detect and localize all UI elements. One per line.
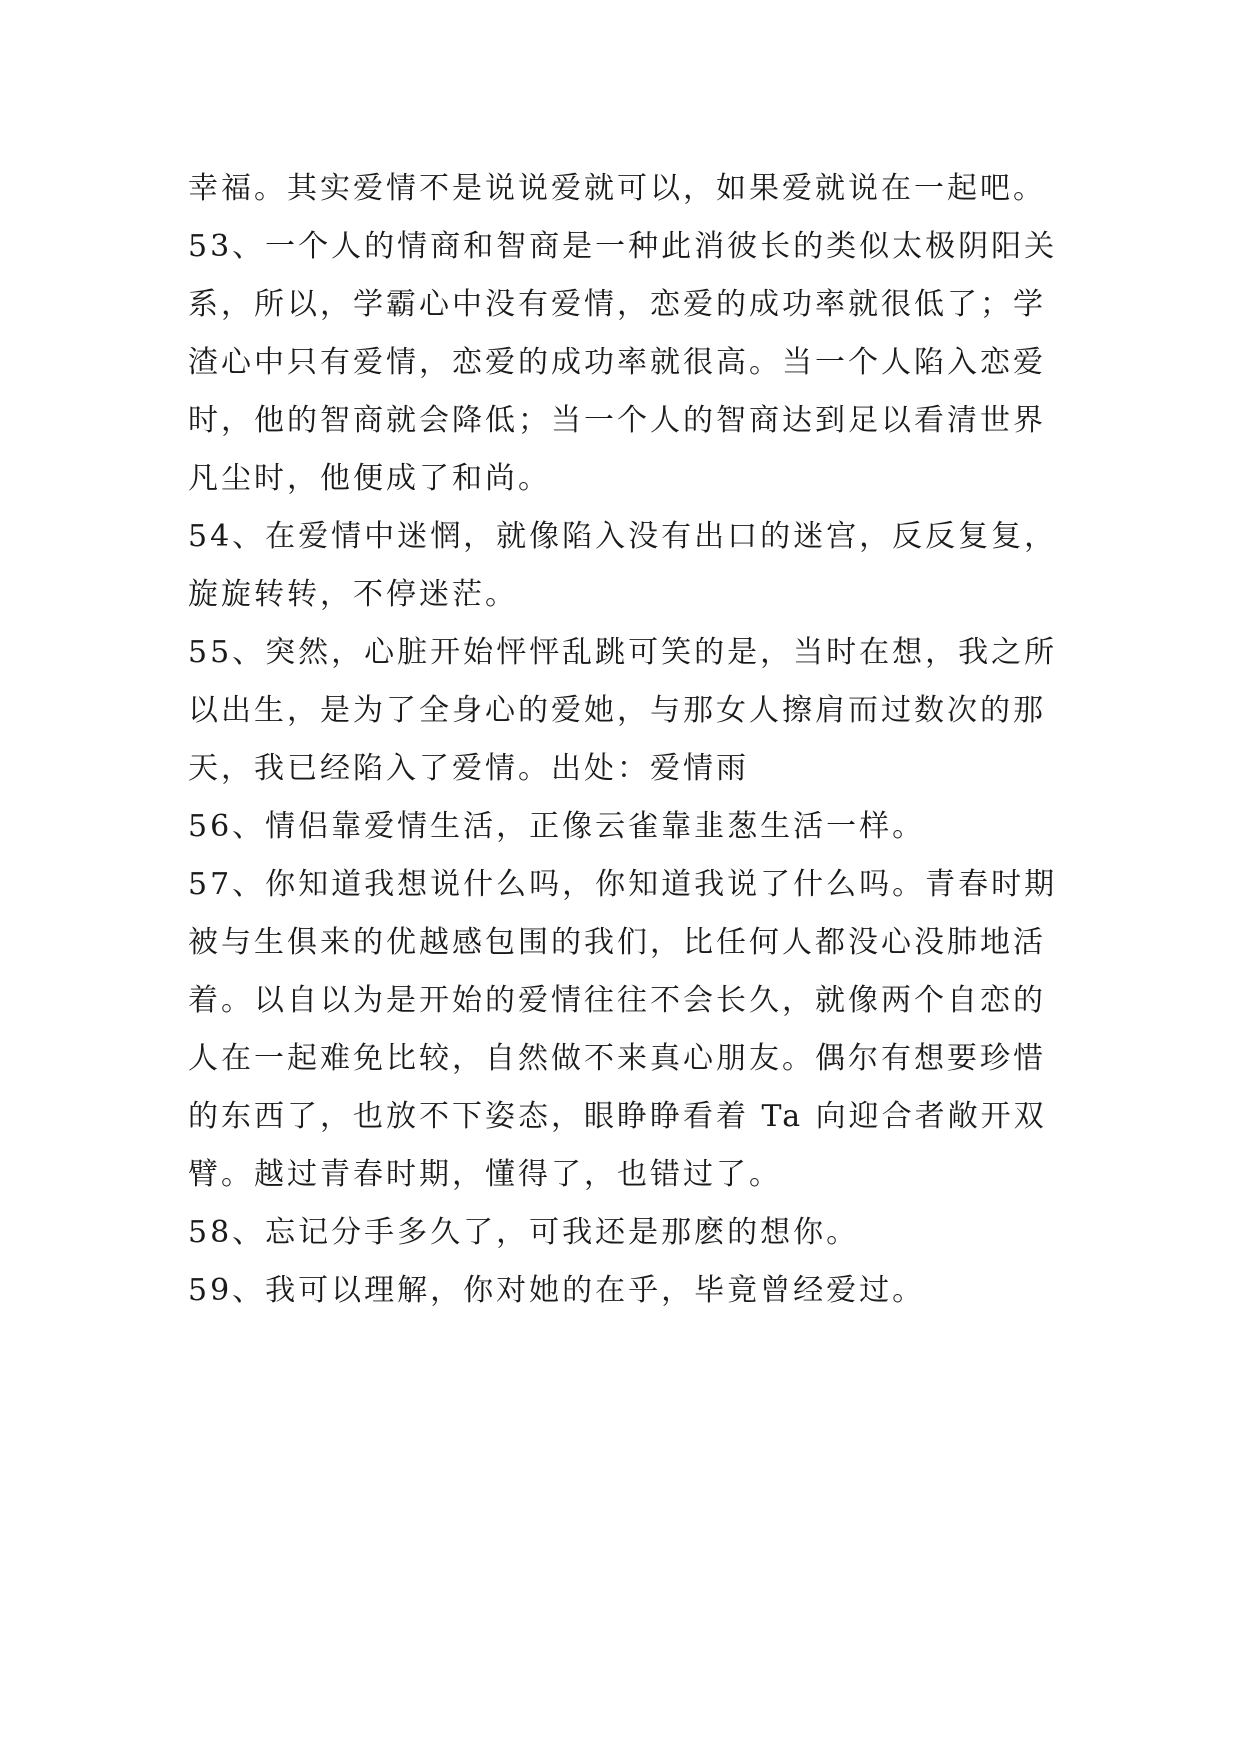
text-line: 59、我可以理解，你对她的在乎，毕竟曾经爱过。 <box>188 1273 926 1308</box>
text-line: 54、在爱情中迷惘，就像陷入没有出口的迷宫，反反复复， <box>188 519 1058 554</box>
text-line: 时，他的智商就会降低；当一个人的智商达到足以看清世界 <box>188 403 1046 438</box>
text-line: 57、你知道我想说什么吗，你知道我说了什么吗。青春时期 <box>188 867 1058 902</box>
text-line: 系，所以，学霸心中没有爱情，恋爱的成功率就很低了；学 <box>188 287 1046 322</box>
text-line: 以出生，是为了全身心的爱她，与那女人擦肩而过数次的那 <box>188 693 1046 728</box>
text-line: 着。以自以为是开始的爱情往往不会长久，就像两个自恋的 <box>188 983 1046 1018</box>
text-line: 人在一起难免比较，自然做不来真心朋友。偶尔有想要珍惜 <box>188 1041 1046 1076</box>
text-line: 旋旋转转，不停迷茫。 <box>188 577 518 612</box>
text-line: 53、一个人的情商和智商是一种此消彼长的类似太极阴阳关 <box>188 229 1058 264</box>
text-line: 58、忘记分手多久了，可我还是那麽的想你。 <box>188 1215 860 1250</box>
text-line: 的东西了，也放不下姿态，眼睁睁看着 Ta 向迎合者敞开双 <box>188 1099 1047 1134</box>
text-line: 56、情侣靠爱情生活，正像云雀靠韭葱生活一样。 <box>188 809 926 844</box>
text-line: 被与生俱来的优越感包围的我们，比任何人都没心没肺地活 <box>188 925 1046 960</box>
text-line: 55、突然，心脏开始怦怦乱跳可笑的是，当时在想，我之所 <box>188 635 1058 670</box>
document-body <box>188 160 1068 1320</box>
text-line: 渣心中只有爱情，恋爱的成功率就很高。当一个人陷入恋爱 <box>188 345 1046 380</box>
text-line: 臂。越过青春时期，懂得了，也错过了。 <box>188 1157 782 1192</box>
text-line: 凡尘时，他便成了和尚。 <box>188 461 551 496</box>
text-line: 幸福。其实爱情不是说说爱就可以，如果爱就说在一起吧。 <box>188 171 1046 206</box>
text-line: 天，我已经陷入了爱情。出处：爱情雨 <box>188 751 749 786</box>
